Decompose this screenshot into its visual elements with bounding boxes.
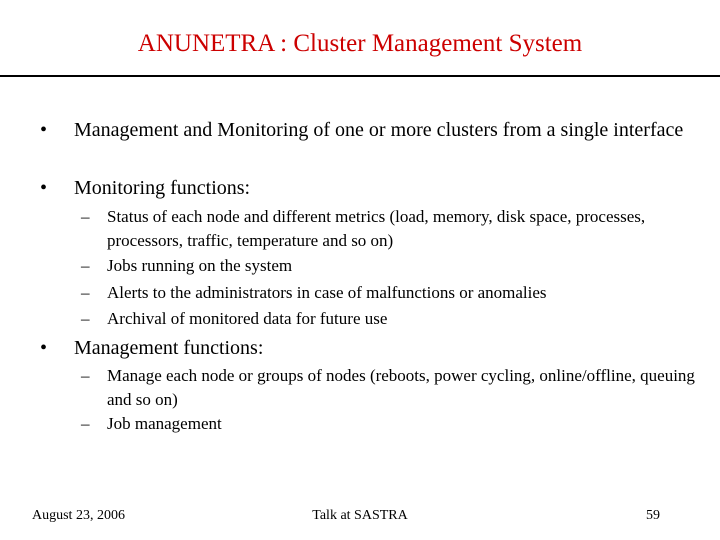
slide-title: ANUNETRA : Cluster Management System	[137, 30, 583, 57]
sub-bullet-glyph: –	[81, 256, 90, 275]
sub-bullet-text: Job management	[107, 414, 222, 433]
sub-bullet-glyph: –	[81, 366, 90, 385]
page-number: 59	[646, 508, 660, 523]
sub-bullet-glyph: –	[81, 414, 90, 433]
sub-bullet-glyph: –	[81, 207, 90, 226]
sub-bullet-glyph: –	[81, 283, 90, 302]
footer-date: August 23, 2006	[32, 508, 125, 523]
sub-bullet-glyph: –	[81, 309, 90, 328]
sub-bullet-text: Archival of monitored data for future use	[107, 309, 388, 328]
title-divider	[0, 75, 720, 77]
bullet-glyph: •	[40, 337, 48, 359]
bullet-text: Management and Monitoring of one or more clusters from a single interface	[74, 119, 684, 141]
bullet-glyph: •	[40, 177, 48, 199]
sub-bullet-text: Alerts to the administrators in case of malfunctions or anomalies	[107, 283, 547, 302]
sub-bullet-text: Jobs running on the system	[107, 256, 293, 275]
bullet-text: Management functions:	[74, 337, 264, 359]
sub-bullet-text: Status of each node and different metrics (load, memory, disk space, processes, processors, traffic, temperature and so on)	[107, 207, 646, 250]
bullet-glyph: •	[40, 119, 48, 141]
sub-bullet-text: Manage each node or groups of nodes (reboots, power cycling, online/offline, queuing and so on)	[107, 366, 695, 409]
footer-talk-title: Talk at SASTRA	[312, 508, 408, 523]
bullet-text: Monitoring functions:	[74, 177, 251, 199]
